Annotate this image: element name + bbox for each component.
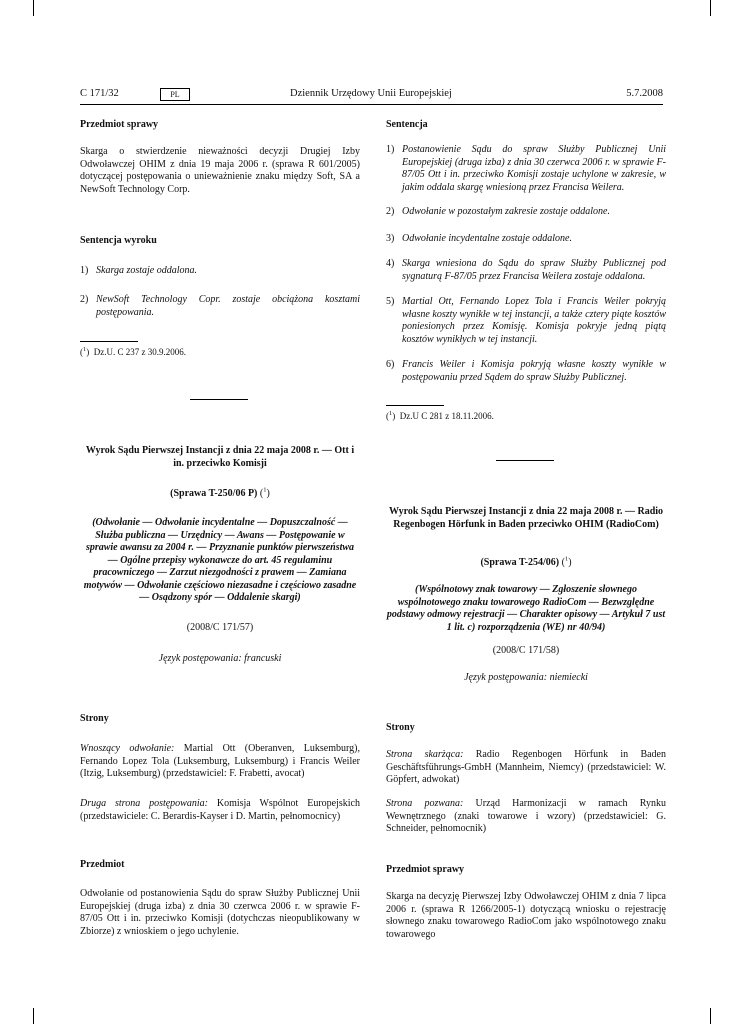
item-number: 3) xyxy=(386,233,395,244)
appellant-label: Wnoszący odwołanie: xyxy=(80,743,175,754)
applicant-label: Strona skarżąca: xyxy=(386,749,464,760)
other-party-text: Komisja Wspólnot Europejskich (przedstawiciele: C. Berardis-Kayser i D. Martin, pełnomocnicy) xyxy=(80,798,360,822)
case-subject-text: Odwołanie od postanowienia Sądu do spraw Służby Publicznej Unii Europejskiej (druga izba) z dnia 30 czerwca 2006 r. w sprawie F-87/05 Ott i in. przeciwko Komisji (dotychczas nieopublikowany w Zbiorze) z wnioskiem o jego uchylenie. xyxy=(80,888,360,937)
case-keywords: (Odwołanie — Odwołanie incydentalne — Dopuszczalność — Służba publiczna — Urzędnicy — Awans — Postępowanie w sprawie awansu za 2004 r. — Przyznanie punktów pierwszeństwa — Ogólne przepisy wykonawcze do art. 45 regulaminu pracowniczego — Zarzut niezgodności z prawem — Zamiana motywów — Odwołanie częściowo niezasadne i częściowo zasadne — Osądzony spór — Oddalenie skargi) xyxy=(83,517,357,603)
operative-item xyxy=(386,144,666,194)
case-title: Wyrok Sądu Pierwszej Instancji z dnia 22 maja 2008 r. — Radio Regenbogen Hörfunk in Baden przeciwko OHIM (RadioCom) xyxy=(388,506,664,530)
operative-item xyxy=(386,233,666,246)
defendant-paragraph xyxy=(386,798,666,836)
footnote-mark: 1 xyxy=(83,346,87,353)
item-number: 1) xyxy=(386,144,395,155)
item-text: Odwołanie incydentalne zostaje oddalone. xyxy=(402,233,572,244)
operative-item xyxy=(386,296,666,346)
publication-date: 5.7.2008 xyxy=(626,88,663,99)
footnote: ($^1$) Dz.U. C 237 z 30.9.2006. xyxy=(80,346,186,357)
defendant-label: Strona pozwana: xyxy=(386,798,464,809)
other-party-label: Druga strona postępowania: xyxy=(80,798,208,809)
journal-title: Dziennik Urzędowy Unii Europejskiej xyxy=(290,88,452,99)
section-separator xyxy=(496,460,554,461)
parties-heading: Strony xyxy=(80,713,109,724)
item-number: 2) xyxy=(386,206,395,217)
case-number-text: (Sprawa T-250/06 P) xyxy=(170,488,258,499)
item-number: 6) xyxy=(386,359,395,370)
footnote-text: Dz.U C 281 z 18.11.2006. xyxy=(399,411,494,421)
language-box: PL xyxy=(160,88,190,101)
footnote-rule xyxy=(80,341,138,342)
applicant-paragraph xyxy=(386,749,666,787)
header-rule xyxy=(80,104,663,105)
item-text: Odwołanie w pozostałym zakresie zostaje oddalone. xyxy=(402,206,610,217)
operative-item xyxy=(386,359,666,384)
case-subject-heading: Przedmiot xyxy=(80,859,125,870)
applicant-text: Radio Regenbogen Hörfunk in Baden Geschäftsführungs-GmbH (Mannheim, Niemcy) (przedstawiciel: W. Göpfert, adwokat) xyxy=(386,749,666,785)
case-subject-heading: Przedmiot sprawy xyxy=(386,864,465,875)
subject-text: Skarga o stwierdzenie nieważności decyzji Drugiej Izby Odwoławczej OHIM z dnia 19 maja 2006 r. (sprawa R 601/2005) dotyczącej postępowania o unieważnienie znaku między Soft, SA a NewSoft Technology Corp. xyxy=(80,146,360,195)
case-title: Wyrok Sądu Pierwszej Instancji z dnia 22 maja 2008 r. — Ott i in. przeciwko Komisji xyxy=(85,445,355,469)
section-separator xyxy=(190,399,248,400)
case-number-mark: 1 xyxy=(263,486,267,494)
procedure-language: Język postępowania: francuski xyxy=(158,653,282,664)
crop-mark-top-right xyxy=(710,0,711,16)
case-number-text: (Sprawa T-254/06) xyxy=(480,557,560,568)
item-text: Postanowienie Sądu do spraw Służby Publicznej Unii Europejskiej (druga izba) z dnia 30 czerwca 2006 r. w sprawie F-87/05 Ott i in. przeciwko Komisji zostaje uchylone w zakresie, w jakim oddala skargę wniesioną przez Francisa Weilera. xyxy=(402,144,666,193)
item-text: NewSoft Technology Copr. zostaje obciążona kosztami postępowania. xyxy=(96,294,360,318)
operative-item xyxy=(386,258,666,283)
case-keywords: (Wspólnotowy znak towarowy — Zgłoszenie słownego wspólnotowego znaku towarowego RadioCom — Bezwzględne podstawy odmowy rejestracji — Charakter opisowy — Artykuł 7 ust 1 lit. c) rozporządzenia (WE) nr 40/94) xyxy=(386,584,666,633)
item-text: Francis Weiler i Komisja pokryją własne koszty wynikłe w postępowaniu przed Sądem do spraw Służby Publicznej. xyxy=(402,359,666,383)
other-party-paragraph xyxy=(80,798,360,823)
item-number: 5) xyxy=(386,296,395,307)
case-subject-text: Skarga na decyzję Pierwszej Izby Odwoławczej OHIM z dnia 7 lipca 2006 r. (sprawa R 1266/2005-1) dotyczącą wniosku o rejestrację słownego znaku towarowego RadioCom jako wspólnotowego znaku towarowego xyxy=(386,891,666,940)
case-reference: (2008/C 171/57) xyxy=(186,622,254,633)
crop-mark-bottom-left xyxy=(33,1008,34,1024)
parties-heading: Strony xyxy=(386,722,415,733)
item-text: Skarga wniesiona do Sądu do spraw Służby Publicznej pod sygnaturą F-87/05 przez Francisa Weilera zostaje oddalona. xyxy=(402,258,666,282)
defendant-text: Urząd Harmonizacji w ramach Rynku Wewnętrznego (znaki towarowe i wzory) (przedstawiciel: G. Schneider, pełnomocnik) xyxy=(386,798,666,834)
operative-item xyxy=(80,294,360,319)
subject-heading: Przedmiot sprawy xyxy=(80,119,159,130)
crop-mark-bottom-right xyxy=(710,1008,711,1024)
case-reference: (2008/C 171/58) xyxy=(492,645,560,656)
case-number: (Sprawa T-250/06 P) ($^1$) xyxy=(170,486,270,499)
item-text: Martial Ott, Fernando Lopez Tola i Francis Weiler pokryją własne koszty wynikłe w tej instancji, a także cztery piąte kosztów poniesionych przez Komisję. Komisja pokryje jedną piątą kosztów wynikłych w tej instancji. xyxy=(402,296,666,345)
footnote-text: Dz.U. C 237 z 30.9.2006. xyxy=(93,347,186,357)
operative-item xyxy=(386,206,666,219)
footnote: ($^1$) Dz.U C 281 z 18.11.2006. xyxy=(386,410,494,421)
crop-mark-top-left xyxy=(33,0,34,16)
procedure-language: Język postępowania: niemiecki xyxy=(464,672,588,683)
case-number-mark: 1 xyxy=(564,555,569,563)
running-header xyxy=(80,88,663,104)
footnote-mark: 1 xyxy=(389,410,393,417)
item-text: Skarga zostaje oddalona. xyxy=(96,265,198,276)
item-number: 4) xyxy=(386,258,395,269)
appellant-paragraph xyxy=(80,743,360,781)
case-number: (Sprawa T-254/06) ($^1$) xyxy=(480,555,572,568)
page-number: C 171/32 xyxy=(80,88,119,99)
footnote-rule xyxy=(386,405,444,406)
item-number: 1) xyxy=(80,265,89,276)
operative-heading: Sentencja xyxy=(386,119,428,130)
operative-item xyxy=(80,265,360,278)
appellant-text: Martial Ott (Oberanven, Luksemburg), Fernando Lopez Tola (Luksemburg, Luksemburg) i Francis Weiler (Itzig, Luksemburg) (przedstawiciel: F. Frabetti, avocat) xyxy=(80,743,361,779)
operative-heading: Sentencja wyroku xyxy=(80,235,157,246)
item-number: 2) xyxy=(80,294,89,305)
